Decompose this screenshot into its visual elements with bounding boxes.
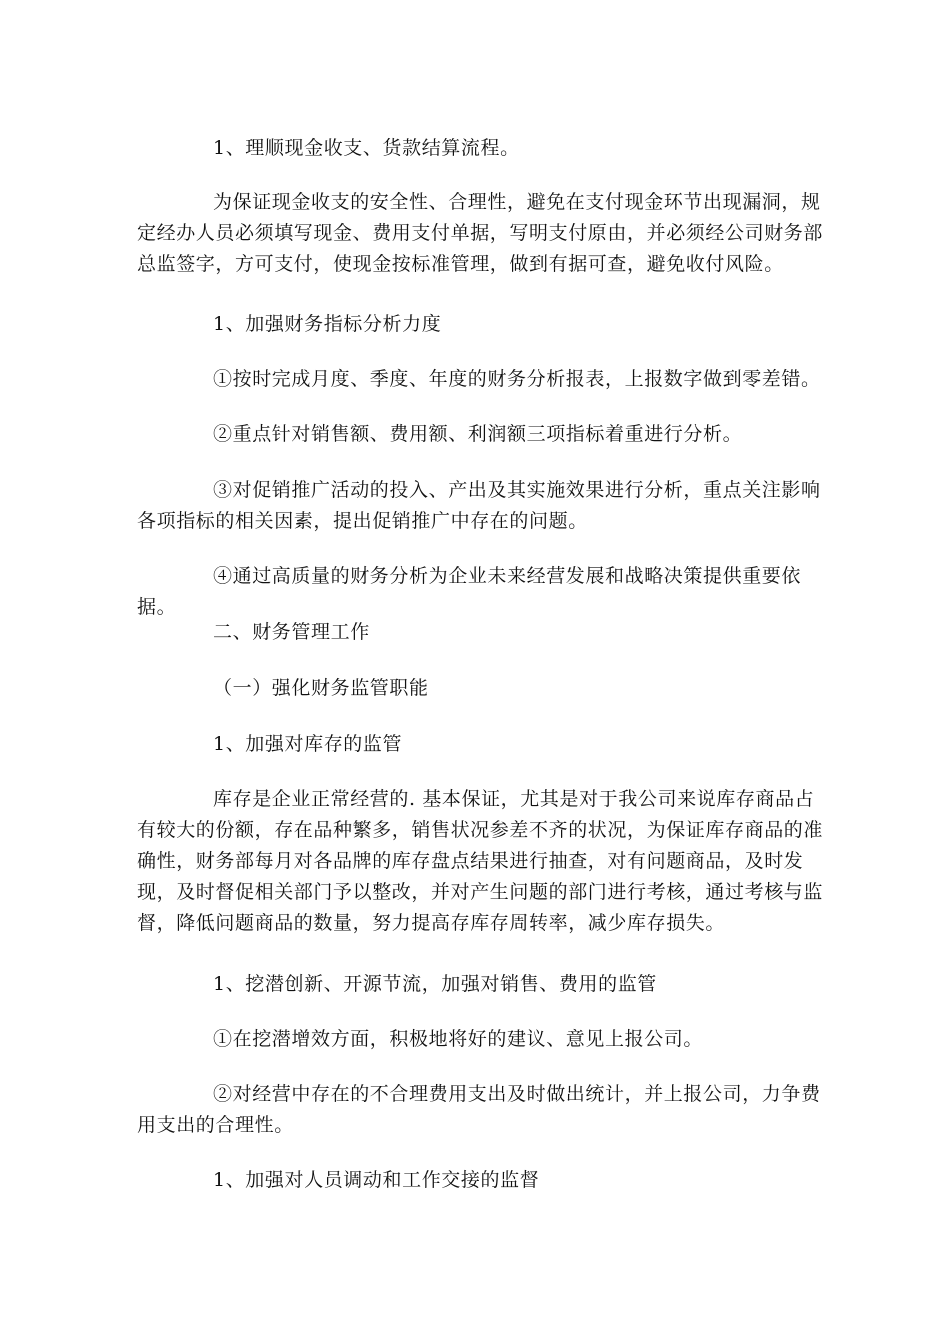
subsection-heading-supervision: （一）强化财务监管职能: [213, 677, 429, 699]
paragraph-cash-control: 为保证现金收支的安全性、合理性，避免在支付现金环节出现漏洞，规定经办人员必须填写现金、费用支付单据，写明支付原由，并必须经公司财务部总监签字，方可支付，使现金按标准管理，做到有据可查，避免收付风险。: [137, 191, 824, 275]
list-item-promotion-analysis: ③对促销推广活动的投入、产出及其实施效果进行分析，重点关注影响各项指标的相关因素，提出促销推广中存在的问题。: [137, 479, 821, 532]
list-item-suggestions: ①在挖潜增效方面，积极地将好的建议、意见上报公司。: [213, 1028, 704, 1050]
list-item-reports: ①按时完成月度、季度、年度的财务分析报表，上报数字做到零差错。: [213, 368, 821, 390]
list-item-key-indicators: ②重点针对销售额、费用额、利润额三项指标着重进行分析。: [213, 423, 743, 445]
section-heading-management: 二、财务管理工作: [213, 621, 370, 643]
heading-sales-cost: 1、挖潜创新、开源节流，加强对销售、费用的监管: [213, 973, 657, 995]
heading-indicator-analysis: 1、加强财务指标分析力度: [213, 313, 442, 335]
heading-inventory: 1、加强对库存的监管: [213, 733, 403, 755]
paragraph-inventory: 库存是企业正常经营的. 基本保证，尤其是对于我公司来说库存商品占有较大的份额，存在品种繁多，销售状况参差不齐的状况，为保证库存商品的准确性，财务部每月对各品牌的库存盘点结果进行抽查，对有问题商品，及时发现，及时督促相关部门予以整改，并对产生问题的部门进行考核，通过考核与监督，降低问题商品的数量，努力提高存库存周转率，减少库存损失。: [137, 788, 824, 934]
list-item-cost-control: ②对经营中存在的不合理费用支出及时做出统计，并上报公司，力争费用支出的合理性。: [137, 1083, 821, 1136]
list-item-decision-support: ④通过高质量的财务分析为企业未来经营发展和战略决策提供重要依据。: [137, 565, 802, 618]
heading-cash-flow: 1、理顺现金收支、货款结算流程。: [213, 137, 520, 159]
heading-personnel: 1、加强对人员调动和工作交接的监督: [213, 1169, 540, 1191]
